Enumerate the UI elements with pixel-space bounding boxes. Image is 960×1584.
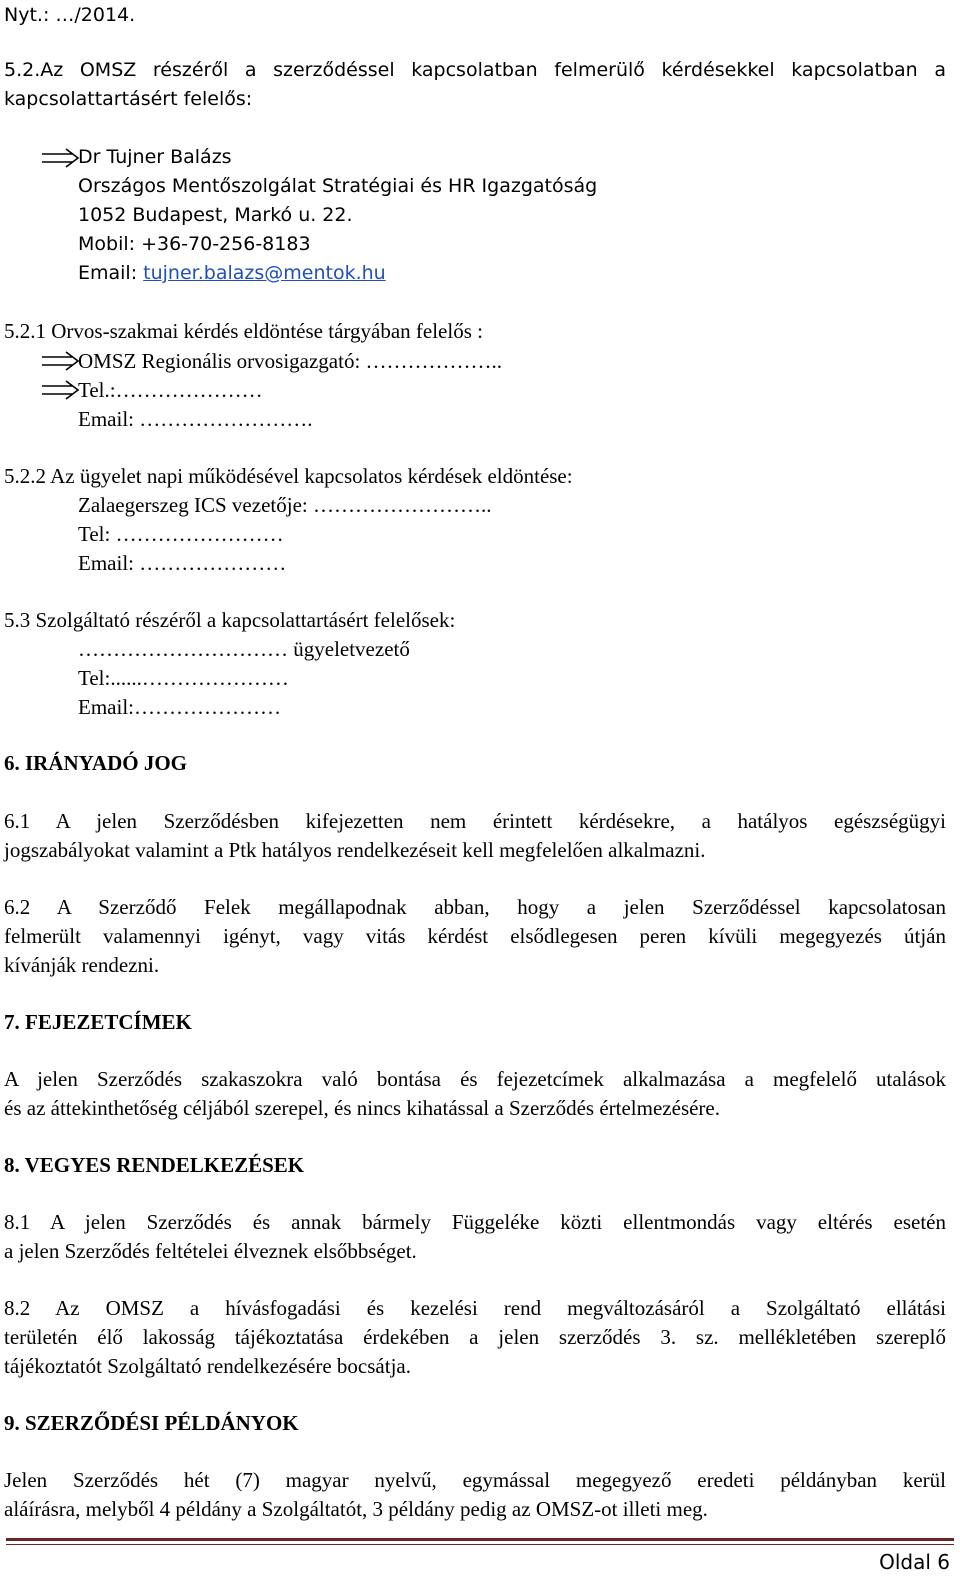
section-7-heading: 7. FEJEZETCÍMEK	[4, 1010, 192, 1034]
section-8-heading: 8. VEGYES RENDELKEZÉSEK	[4, 1153, 305, 1177]
regional-director-tel: Tel.:…………………	[78, 378, 263, 402]
section-9-heading: 9. SZERZŐDÉSI PÉLDÁNYOK	[4, 1411, 299, 1435]
section-6-1-line2: jogszabályokat valamint a Ptk hatályos rendelkezéseit kell megfelelően alkalmazni.	[4, 838, 706, 862]
contact-email-line	[78, 264, 386, 283]
ics-leader-tel: Tel: ……………………	[78, 522, 284, 546]
contact-name: Dr Tujner Balázs	[78, 146, 232, 168]
section-5-3-title: 5.3 Szolgáltató részéről a kapcsolattartásért felelősek:	[4, 608, 456, 632]
section-8-2-line3: tájékoztatót Szolgáltató rendelkezésére bocsátja.	[4, 1354, 411, 1378]
duty-manager-email: Email:…………………	[78, 695, 281, 719]
footer-divider	[6, 1538, 954, 1541]
duty-manager-field: ………………………… ügyeletvezető	[78, 637, 410, 661]
contact-address: 1052 Budapest, Markó u. 22.	[78, 204, 353, 226]
section-9-line1: Jelen Szerződés hét (7) magyar nyelvű, egymással megegyező eredeti példányban kerül	[4, 1468, 946, 1492]
section-5-2-line1: 5.2.Az OMSZ részéről a szerződéssel kapcsolatban felmerülő kérdésekkel kapcsolatban a	[4, 59, 946, 81]
contact-mobile: Mobil: +36-70-256-8183	[78, 233, 311, 255]
duty-manager-tel: Tel:......…………………	[78, 666, 289, 690]
regional-director-email: Email: …………………….	[78, 407, 313, 431]
section-5-2-1-title: 5.2.1 Orvos-szakmai kérdés eldöntése tárgyában felelős :	[4, 319, 483, 343]
page-number: Oldal 6	[879, 1550, 950, 1574]
section-7-line2: és az áttekinthetőség céljából szerepel, és nincs kihatással a Szerződés értelmezésére.	[4, 1096, 720, 1120]
ics-leader-email: Email: …………………	[78, 551, 287, 575]
section-6-2-line3: kívánják rendezni.	[4, 953, 160, 977]
contact-organization: Országos Mentőszolgálat Stratégiai és HR Igazgatóság	[78, 175, 598, 197]
section-6-heading: 6. IRÁNYADÓ JOG	[4, 751, 187, 775]
footer-divider-thin	[6, 1544, 954, 1545]
section-6-2-line1: 6.2 A Szerződő Felek megállapodnak abban, hogy a jelen Szerződéssel kapcsolatosan	[4, 895, 946, 919]
section-5-2-2-title: 5.2.2 Az ügyelet napi működésével kapcsolatos kérdések eldöntése:	[4, 464, 573, 488]
contact-email-label: Email:	[78, 262, 144, 284]
section-8-1-line2: a jelen Szerződés feltételei élveznek elsőbbséget.	[4, 1239, 417, 1263]
section-8-1-line1: 8.1 A jelen Szerződés és annak bármely Függeléke közti ellentmondás vagy eltérés esetén	[4, 1210, 946, 1234]
section-8-2-line2: területén élő lakosság tájékoztatása érdekében a jelen szerződés 3. sz. mellékletében szereplő	[4, 1325, 946, 1349]
section-5-2-line2: kapcsolattartásért felelős:	[4, 88, 253, 110]
ics-leader-field: Zalaegerszeg ICS vezetője: ……………………..	[78, 493, 492, 517]
contact-email-link[interactable]: tujner.balazs@mentok.hu	[143, 262, 386, 284]
document-reference: Nyt.: …/2014.	[4, 4, 136, 26]
section-7-line1: A jelen Szerződés szakaszokra való bontása és fejezetcímek alkalmazása a megfelelő utalások	[4, 1067, 946, 1091]
regional-director-field: OMSZ Regionális orvosigazgató: ………………..	[78, 349, 503, 373]
section-9-line2: aláírásra, melyből 4 példány a Szolgáltatót, 3 példány pedig az OMSZ-ot illeti meg.	[4, 1497, 708, 1521]
section-6-1-line1: 6.1 A jelen Szerződésben kifejezetten nem érintett kérdésekre, a hatályos egészségügyi	[4, 809, 946, 833]
section-8-2-line1: 8.2 Az OMSZ a hívásfogadási és kezelési rend megváltozásáról a Szolgáltató ellátási	[4, 1296, 946, 1320]
section-6-2-line2: felmerült valamennyi igényt, vagy vitás kérdést elsődlegesen peren kívüli megegyezés útján	[4, 924, 946, 948]
